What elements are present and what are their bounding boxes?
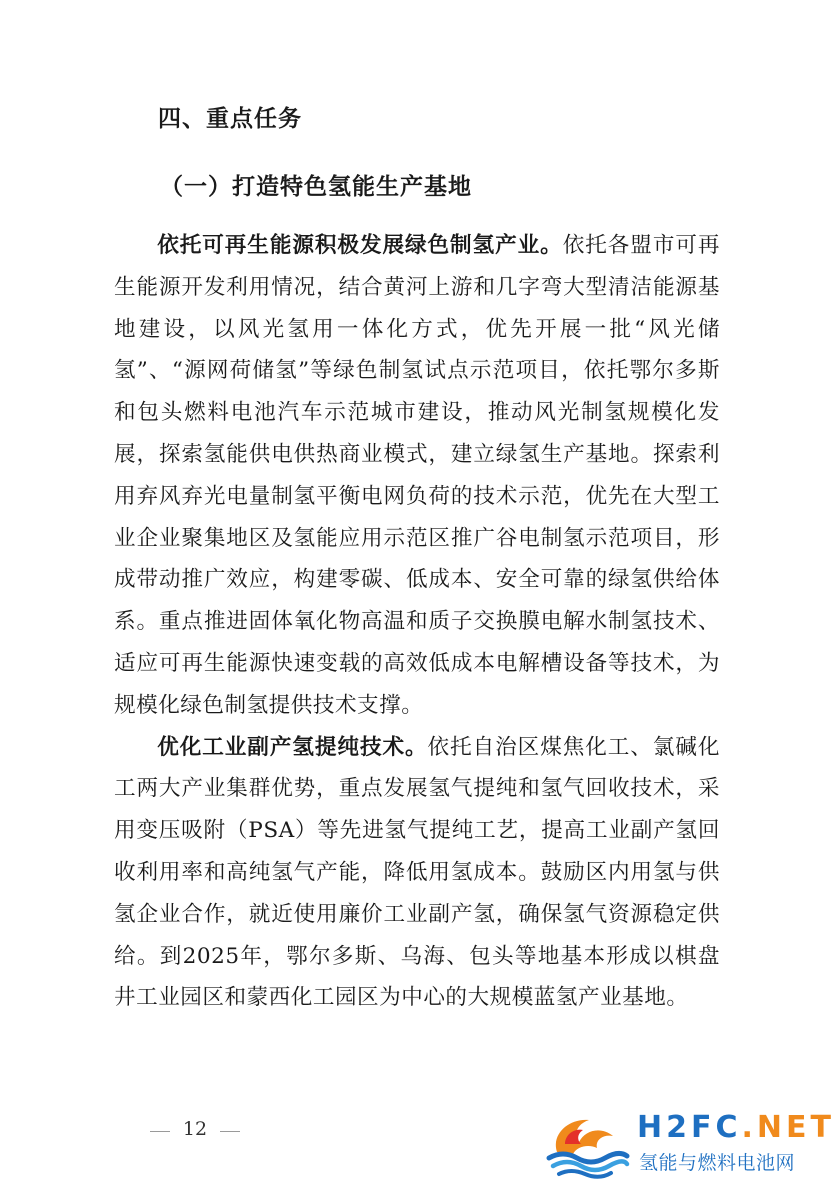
body-text: [114, 225, 720, 1019]
logo-brand-main: H2FC: [637, 1110, 742, 1145]
paragraph-body: 依托各盟市可再生能源开发利用情况，结合黄河上游和几字弯大型清洁能源基地建设，以风光氢用一体化方式，优先开展一批“风光储氢”、“源网荷储氢”等绿色制氢试点示范项目，依托鄂尔多斯和包头燃料电池汽车示范城市建设，推动风光制氢规模化发展，探索氢能供电供热商业模式，建立绿氢生产基地。探索利用弃风弃光电量制氢平衡电网负荷的技术示范，优先在大型工业企业聚集地区及氢能应用示范区推广谷电制氢示范项目，形成带动推广效应，构建零碳、低成本、安全可靠的绿氢供给体系。重点推进固体氧化物高温和质子交换膜电解水制氢技术、适应可再生能源快速变载的高效低成本电解槽设备等技术，为规模化绿色制氢提供技术支撑。: [114, 233, 720, 718]
paragraph-lead: 依托可再生能源积极发展绿色制氢产业。: [157, 233, 563, 258]
page-number-text: 12: [182, 1118, 208, 1140]
paragraph-byproduct-hydrogen: [114, 727, 720, 1020]
logo-brand-tld: NET: [756, 1110, 835, 1145]
flame-wave-icon: [543, 1108, 631, 1180]
site-logo: [543, 1108, 835, 1180]
paragraph-lead: 优化工业副产氢提纯技术。: [157, 734, 428, 760]
subsection-heading: （一）打造特色氢能生产基地: [160, 173, 472, 200]
logo-subtitle: 氢能与燃料电池网: [639, 1152, 796, 1174]
dash-right: [220, 1131, 240, 1132]
section-heading: 四、重点任务: [158, 106, 302, 132]
logo-brand-dot: .: [741, 1110, 757, 1145]
paragraph-green-hydrogen: [114, 225, 720, 727]
page-number: [150, 1118, 240, 1144]
logo-brand-text: [637, 1110, 835, 1145]
paragraph-body: 依托自治区煤焦化工、氯碱化工两大产业集群优势，重点发展氢气提纯和氢气回收技术，采用变压吸附（PSA）等先进氢气提纯工艺，提高工业副产氢回收利用率和高纯氢气产能，降低用氢成本。鼓励区内用氢与供氢企业合作，就近使用廉价工业副产氢，确保氢气资源稳定供给。到2025年，鄂尔多斯、乌海、包头等地基本形成以棋盘井工业园区和蒙西化工园区为中心的大规模蓝氢产业基地。: [114, 734, 720, 1011]
